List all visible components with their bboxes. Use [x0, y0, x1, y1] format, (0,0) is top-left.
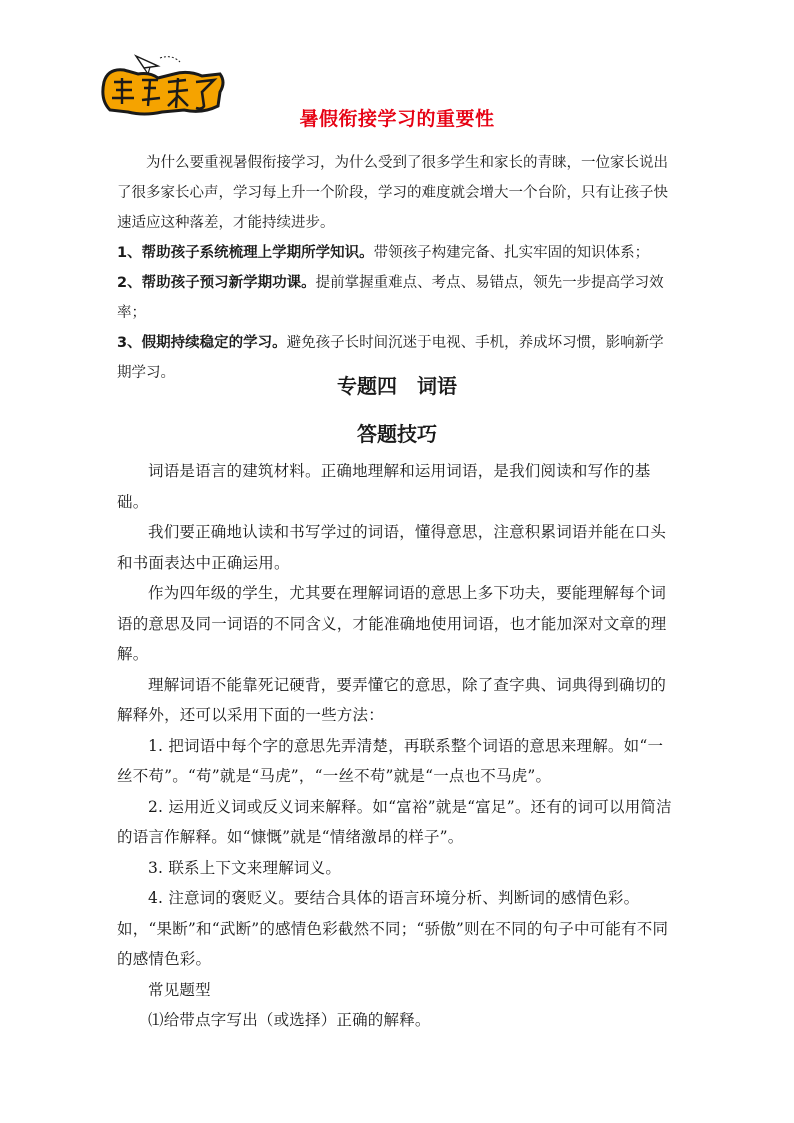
intro-point-text: 避免孩子长时间沉迷于电视、手机，养成坏习惯，影响新学期学习。 [117, 335, 664, 381]
body-paragraph: 词语是语言的建筑材料。正确地理解和运用词语，是我们阅读和写作的基础。 [117, 462, 651, 511]
intro-point-lead: 2、帮助孩子预习新学期功课。 [117, 275, 316, 291]
method-item-2: 2. 运用近义词或反义词来解释。如“富裕”就是“富足”。还有的词可以用简洁的语言作解释。如“慷慨”就是“情绪激昂的样子”。 [117, 797, 672, 846]
method-item-3: 3. 联系上下文来理解词义。 [148, 858, 342, 877]
body-paragraph: 我们要正确地认读和书写学过的词语，懂得意思，注意积累词语并能在口头和书面表达中正确运用。 [117, 523, 667, 572]
body-text [117, 456, 677, 1036]
question-types-heading: 常见题型 [148, 980, 211, 999]
intro-point-1 [117, 238, 677, 268]
method-item-1: 1. 把词语中每个字的意思先弄清楚，再联系整个词语的意思来理解。如“一丝不苟”。“苟”就是“马虎”，“一丝不苟”就是“一点也不马虎”。 [117, 736, 664, 785]
section-title: 专题四 词语 [337, 374, 457, 398]
intro-point-lead: 3、假期持续稳定的学习。 [117, 335, 287, 351]
body-paragraph: 作为四年级的学生，尤其要在理解词语的意思上多下功夫，要能理解每个词语的意思及同一词语的不同含义，才能准确地使用词语，也才能加深对文章的理解。 [117, 584, 667, 663]
page-title: 暑假衔接学习的重要性 [299, 108, 495, 130]
intro-paragraph: 为什么要重视暑假衔接学习，为什么受到了很多学生和家长的青睐，一位家长说出了很多家长心声，学习每上升一个阶段，学习的难度就会增大一个台阶，只有让孩子快速适应这种落差，才能持续进步。 [117, 155, 668, 231]
method-item-4: 4. 注意词的褒贬义。要结合具体的语言环境分析、判断词的感情色彩。如，“果断”和“武断”的感情色彩截然不同；“骄傲”则在不同的句子中可能有不同的感情色彩。 [117, 889, 669, 968]
section-subtitle: 答题技巧 [357, 422, 437, 446]
question-type-1: ⑴给带点字写出（或选择）正确的解释。 [148, 1011, 431, 1029]
intro-point-lead: 1、帮助孩子系统梳理上学期所学知识。 [117, 245, 374, 261]
intro-point-text: 提前掌握重难点、考点、易错点，领先一步提高学习效率； [117, 275, 664, 321]
intro-point-2 [117, 268, 677, 328]
intro-point-text: 带领孩子构建完备、扎实牢固的知识体系； [373, 245, 650, 261]
intro-section [117, 148, 677, 388]
body-paragraph: 理解词语不能靠死记硬背，要弄懂它的意思，除了查字典、词典得到确切的解释外，还可以采用下面的一些方法： [117, 675, 667, 724]
